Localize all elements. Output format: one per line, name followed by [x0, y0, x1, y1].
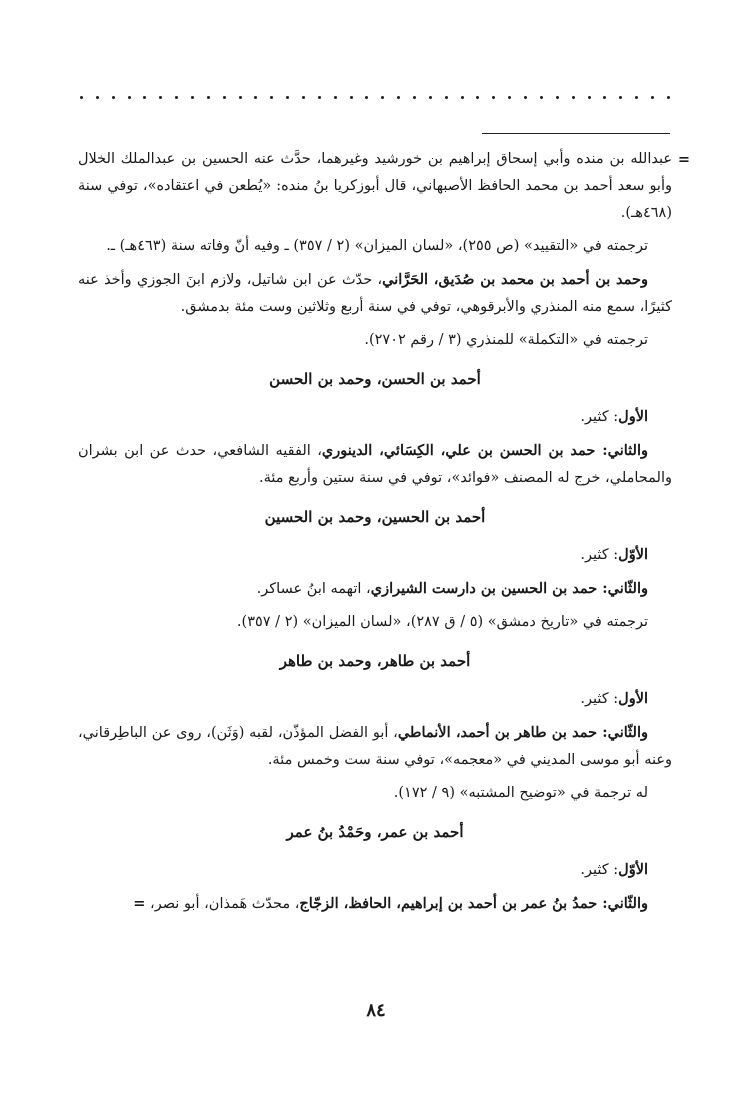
footnote-separator — [482, 133, 670, 134]
entry-paragraph — [78, 719, 672, 774]
rule-dot — [270, 96, 273, 99]
text-run: ترجمته في «التقييد» (ص ٢٥٥)، «لسان الميزان» (٢ / ٣٥٧) ـ وفيه أنّ وفاته سنة (٤٦٣هـ) ـ. — [106, 238, 648, 254]
rule-dot — [159, 96, 162, 99]
name-bold: والثّاني: حمدُ بنُ عمر بن أحمد بن إبراهيم، الحافظ، الزجّاج — [299, 895, 648, 912]
name-bold: والثاني: حمد بن الحسن بن علي، الكِسَائي، الدينوري — [321, 442, 649, 459]
rule-dot — [318, 96, 321, 99]
name-bold: الأوّل — [618, 861, 648, 878]
text-run: ، محدّث هَمذان، أبو نصر، — [150, 896, 300, 912]
text-run: ترجمته في «تاريخ دمشق» (٥ / ق ٢٨٧)، «لسان الميزان» (٢ / ٣٥٧). — [236, 614, 648, 630]
rule-dot — [143, 96, 146, 99]
rule-dot — [429, 96, 432, 99]
name-bold: والثّاني: حمد بن الحسين بن دارست الشيرازي — [370, 580, 648, 597]
entry-paragraph — [78, 541, 672, 569]
rule-dot — [334, 96, 337, 99]
text-run: عبدالله بن منده وأبي إسحاق إبراهيم بن خورشيد وغيرهما، حدَّث عنه الحسين بن عبدالملك الخلال وأبو سعد أحمد بن محمد الحافظ الأصبهاني، قال أبوزكريا بنُ منده: «يُطعن في اعتقاده»، توفي سنة (٤٦٨هـ). — [78, 151, 672, 221]
rule-dot — [80, 96, 83, 99]
rule-dot — [619, 96, 622, 99]
rule-dot — [572, 96, 575, 99]
rule-dot — [128, 96, 131, 99]
rule-dot — [365, 96, 368, 99]
rule-dot — [492, 96, 495, 99]
rule-dot — [588, 96, 591, 99]
page-body — [78, 146, 690, 918]
name-bold: الأول — [618, 690, 648, 707]
entry-paragraph — [78, 233, 672, 260]
entry-paragraph — [78, 575, 672, 603]
entry-paragraph — [78, 890, 672, 918]
entry-paragraph — [78, 266, 672, 321]
name-bold: الأول — [618, 408, 648, 425]
footnote-continuation — [78, 146, 690, 227]
rule-dot — [286, 96, 289, 99]
continuation-mark: = — [677, 151, 690, 168]
name-bold: والثّاني: حمد بن طاهر بن أحمد، الأنماطي — [397, 724, 648, 741]
text-run: : كثير. — [580, 691, 619, 707]
entry-heading: أحمد بن طاهر، وحمد بن طاهر — [279, 652, 471, 670]
entry-paragraph — [78, 403, 672, 431]
rule-dot — [112, 96, 115, 99]
text-run: : كثير. — [580, 409, 619, 425]
rule-dot — [207, 96, 210, 99]
rule-dot — [381, 96, 384, 99]
rule-dot — [191, 96, 194, 99]
text-run: ترجمته في «التكملة» للمنذري (٣ / رقم ٢٧٠٢). — [364, 332, 648, 348]
rule-dot — [223, 96, 226, 99]
rule-dot — [476, 96, 479, 99]
entry-paragraph — [78, 856, 672, 884]
entry-paragraph — [78, 685, 672, 713]
trailing-continuation-mark: = — [133, 895, 146, 912]
rule-dot — [350, 96, 353, 99]
rule-dot — [556, 96, 559, 99]
text-run: ، الفقيه الشافعي، حدث عن ابن بشران والمحاملي، خرج له المصنف «فوائد»، توفي في سنة ستين وأربع مئة. — [78, 443, 672, 486]
rule-dot — [302, 96, 305, 99]
text-run: ، حدّث عن ابن شاتيل، ولازم ابنَ الجوزي وأخذ عنه كثيرًا، سمع منه المنذري والأبرقوهي، توفي في سنة أربع وثلاثين وست مئة بدمشق. — [78, 272, 672, 315]
entry-heading: أحمد بن الحسن، وحمد بن الحسن — [269, 370, 481, 388]
text-run: ، اتهمه ابنُ عساكر. — [256, 581, 371, 597]
entry-paragraph — [78, 327, 672, 354]
name-bold: الأوّل — [618, 546, 648, 563]
rule-dot — [397, 96, 400, 99]
rule-dot — [413, 96, 416, 99]
entry-paragraph — [78, 437, 672, 492]
rule-dot — [175, 96, 178, 99]
rule-dot — [635, 96, 638, 99]
page-number: ٨٤ — [366, 1000, 386, 1021]
entry-heading: أحمد بن عمر، وحَمْدُ بنُ عمر — [286, 823, 464, 841]
rule-dot — [239, 96, 242, 99]
rule-dot — [508, 96, 511, 99]
dotted-header-rule — [80, 96, 670, 99]
entry-paragraph — [78, 609, 672, 636]
name-bold: وحمد بن أحمد بن محمد بن صُدَيق، الحَرَّاني — [382, 271, 648, 288]
rule-dot — [651, 96, 654, 99]
rule-dot — [540, 96, 543, 99]
rule-dot — [461, 96, 464, 99]
rule-dot — [254, 96, 257, 99]
rule-dot — [445, 96, 448, 99]
rule-dot — [524, 96, 527, 99]
rule-dot — [96, 96, 99, 99]
rule-dot — [667, 96, 670, 99]
entry-paragraph — [78, 780, 672, 807]
text-run: له ترجمة في «توضيح المشتبه» (٩ / ١٧٢). — [393, 785, 648, 801]
text-run: : كثير. — [580, 862, 619, 878]
text-run: : كثير. — [580, 547, 619, 563]
rule-dot — [603, 96, 606, 99]
entry-heading: أحمد بن الحسين، وحمد بن الحسين — [264, 508, 486, 526]
text-run: ، أبو الفضل المؤذّن، لقبه (وَثَن)، روى عن الباطِرقاني، وعنه أبو موسى المديني في «معجمه»، توفي سنة ست وخمس مئة. — [78, 725, 672, 768]
